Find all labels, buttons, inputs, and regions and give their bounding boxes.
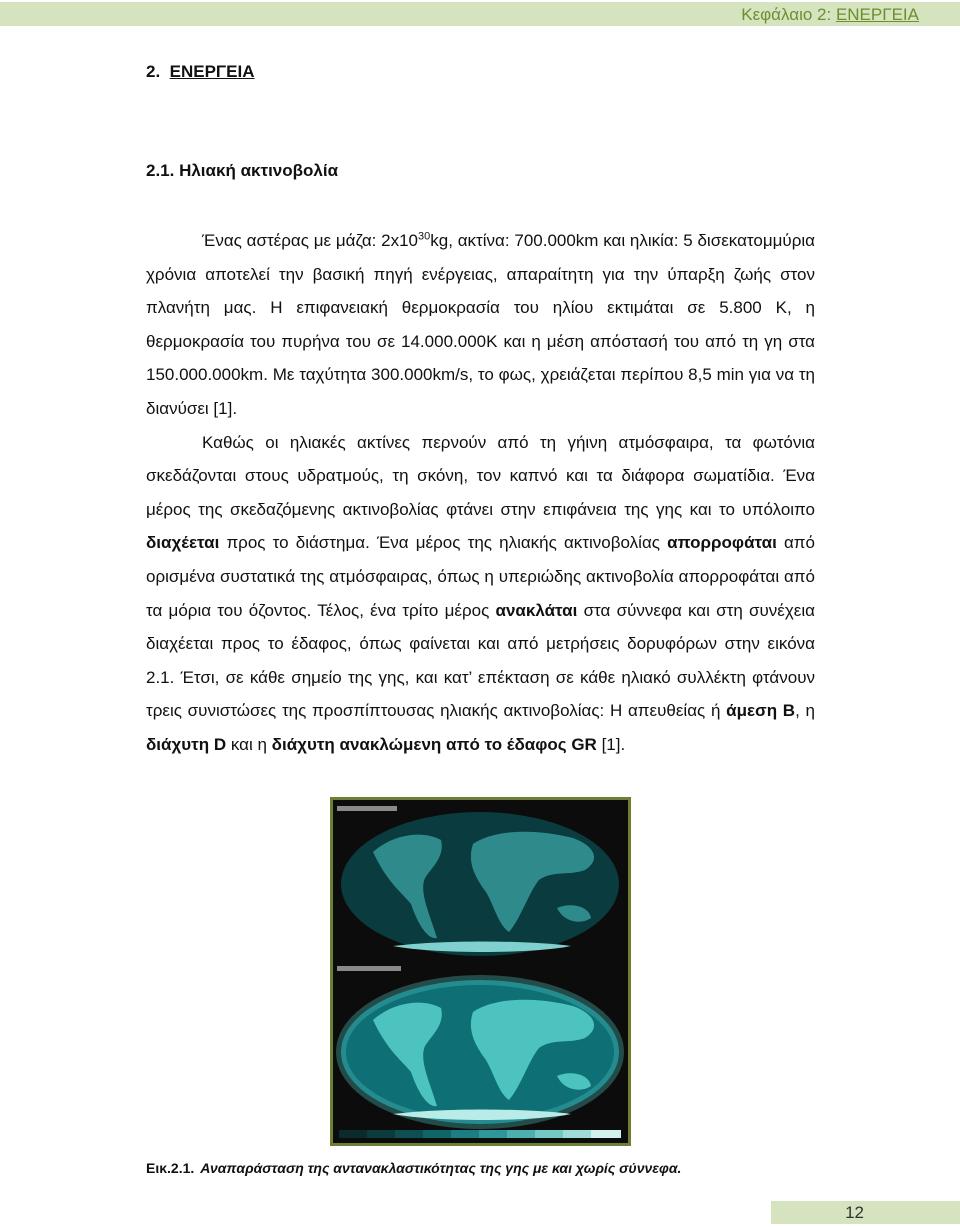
scale-step-10 [591,1130,621,1138]
p2-text-4: στα σύννεφα και στη συνέχεια διαχέεται προς το έδαφος, όπως φαίνεται και από μετρήσεις δορυφόρων στην εικόνα 2.1. Έτσι, σε κάθε σημείο της γης, και κατ’ επέκταση σε κάθε ηλιακό συλλέκτη φτάνουν τρεις συνιστώσες της προσπίπτουσας ηλιακής ακτινοβολίας: Η απευθείας ή [146,600,815,721]
albedo-color-scale [339,1130,621,1138]
caption-number: Εικ.2.1. [146,1160,195,1176]
footer-bar [771,1201,960,1224]
p2-text-6: και η [226,734,272,754]
top-ocean [341,812,619,956]
albedo-maps [333,800,628,1143]
caption-text: Αναπαράσταση της αντανακλαστικότητας της γης με και χωρίς σύννεφα. [200,1160,682,1176]
section-title: ΕΝΕΡΓΕΙΑ [169,62,255,81]
p2-text-7: [1]. [596,734,626,754]
paragraph-1 [146,224,815,426]
running-header [741,5,919,25]
section-heading [146,62,255,82]
header-bar [0,2,960,26]
scale-step-1 [339,1130,367,1138]
p2-bold-3: ανακλάται [495,600,578,620]
top-map-title-mark [337,806,397,811]
scale-step-9 [563,1130,591,1138]
p2-text-2: προς το διάστημα. Ένα μέρος της ηλιακής ακτινοβολίας [219,533,668,553]
p2-text-5: , η [795,701,815,721]
chapter-title: ΕΝΕΡΓΕΙΑ [835,5,919,24]
scale-step-8 [535,1130,563,1138]
chapter-prefix: Κεφάλαιο 2: [741,5,836,24]
scale-step-2 [367,1130,395,1138]
body-text [146,224,815,762]
p2-bold-6: διάχυτη ανακλώμενη από το έδαφος GR [271,734,597,754]
page-number: 12 [845,1203,864,1222]
p2-text-3: από ορισμένα συστατικά της ατμόσφαιρας, όπως η υπεριώδης ακτινοβολία απορροφάται από τα μόρια του όζοντος. Τέλος, ένα τρίτο μέρος [146,533,815,620]
p2-bold-2: απορροφάται [667,533,777,553]
p1-text-b: kg, ακτίνα: 700.000km και ηλικία: 5 δισεκατομμύρια χρόνια αποτελεί την βασική πηγή ενέργειας, απαραίτητη για την ύπαρξη ζωής στον πλανήτη μας. Η επιφανειακή θερμοκρασία του ηλίου εκτιμάται σε 5.800 K, η θερμοκρασία του πυρήνα του σε 14.000.000K και η μέση απόστασή του από τη γη στα 150.000.000km. Με ταχύτητα 300.000km/s, το φως, χρειάζεται περίπου 8,5 min για να τη διανύσει [1]. [146,231,815,418]
scale-step-5 [451,1130,479,1138]
exponent: 30 [418,230,431,243]
albedo-figure [330,797,631,1146]
clear-sky-map [341,812,619,956]
p2-bold-5: διάχυτη D [146,734,227,754]
bottom-map-title-mark [337,966,401,971]
total-sky-map [341,980,619,1124]
scale-step-4 [423,1130,451,1138]
figure-caption [146,1160,681,1176]
scale-step-6 [479,1130,507,1138]
paragraph-2 [146,426,815,762]
p1-text-a: Ένας αστέρας με μάζα: 2x10 [202,231,419,250]
scale-step-3 [395,1130,423,1138]
p2-bold-1: διαχέεται [146,533,220,553]
section-number: 2. [146,62,161,81]
subsection-heading: 2.1. Ηλιακή ακτινοβολία [146,161,339,180]
scale-step-7 [507,1130,535,1138]
p2-bold-4: άμεση B [726,701,796,721]
p2-text-1: Καθώς οι ηλιακές ακτίνες περνούν από τη γήινη ατμόσφαιρα, τα φωτόνια σκεδάζονται στους υδρατμούς, τη σκόνη, τον καπνό και τα διάφορα σωματίδια. Ένα μέρος της σκεδαζόμενης ακτινοβολίας φτάνει στην επιφάνεια της γης και το υπόλοιπο [146,432,815,519]
